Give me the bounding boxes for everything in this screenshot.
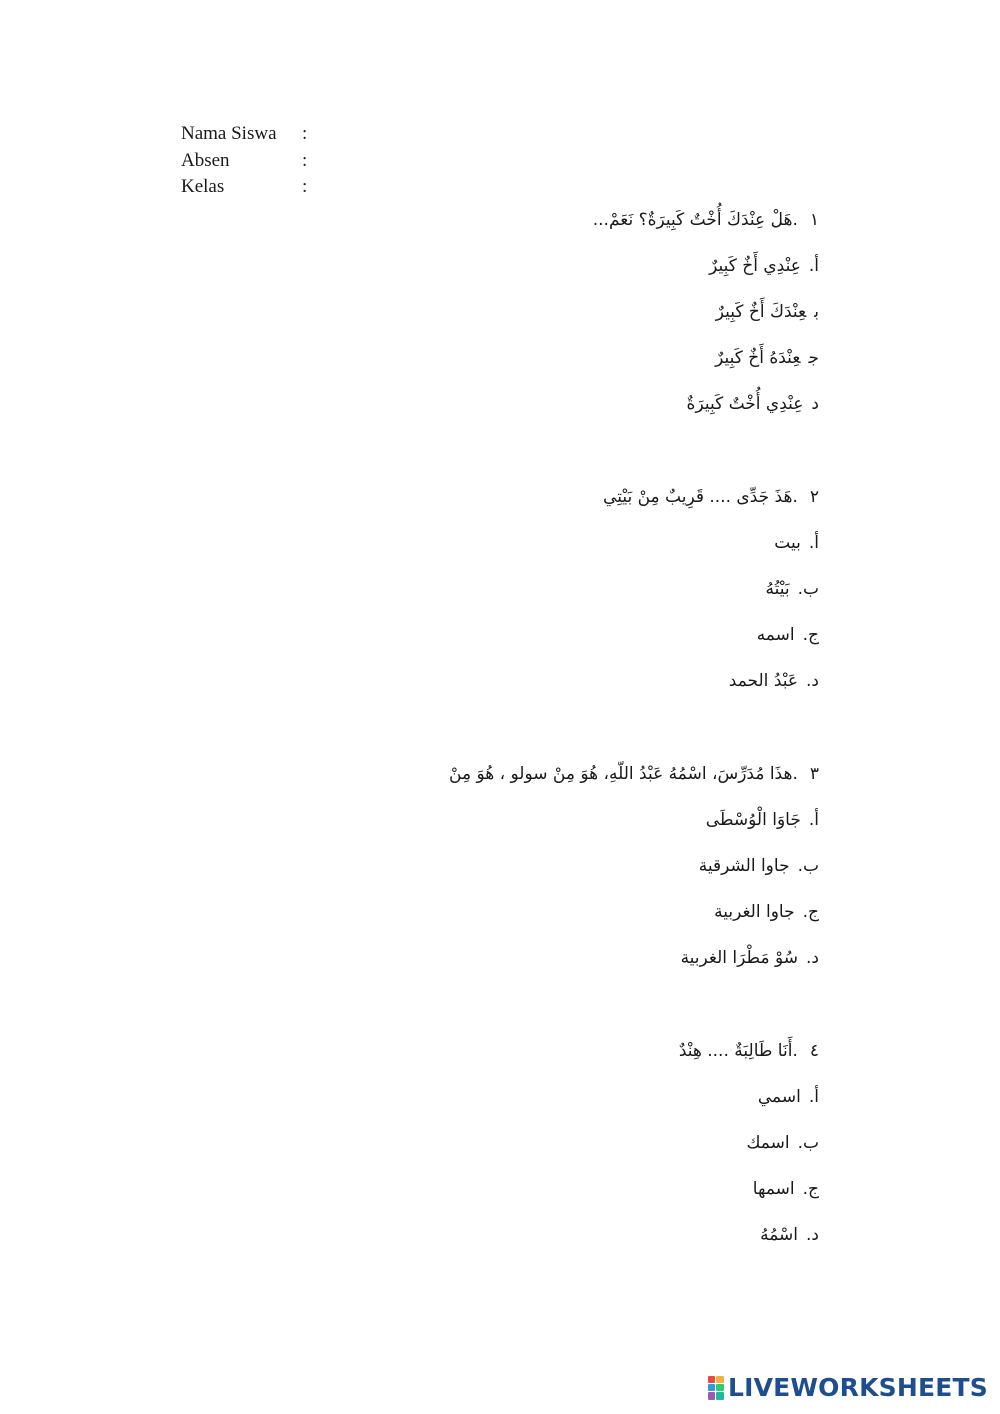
option-b[interactable] xyxy=(679,1120,819,1166)
option-letter: ب. xyxy=(797,1133,819,1153)
question-text: .هَذَ جَدِّى .... قَرِيبٌ مِنْ بَيْتِي xyxy=(603,487,798,507)
option-letter: ب. xyxy=(797,579,819,599)
option-d[interactable] xyxy=(679,1212,819,1258)
logo-tile xyxy=(716,1392,724,1399)
question-stem xyxy=(449,751,819,797)
option-text: عِنْدِي أَخٌ كَبِيرٌ xyxy=(709,256,801,276)
option-letter: ج. xyxy=(802,625,819,645)
colon: : xyxy=(302,176,308,197)
class-row xyxy=(181,174,312,201)
option-c[interactable] xyxy=(449,889,819,935)
colon: : xyxy=(302,149,308,171)
logo-tile xyxy=(708,1384,716,1391)
option-b[interactable] xyxy=(593,289,819,335)
question-number: ٣ xyxy=(809,764,819,784)
option-letter: د xyxy=(811,394,819,414)
option-a[interactable] xyxy=(449,797,819,843)
logo-tile xyxy=(708,1392,716,1399)
question-stem xyxy=(603,474,819,520)
question-text: .أَنَا طَالِبَةٌ .... هِنْدٌ xyxy=(678,1041,798,1061)
student-name-row xyxy=(181,121,312,148)
option-letter: ب. xyxy=(797,856,819,876)
option-letter: د. xyxy=(806,671,819,691)
brand-wordmark: LIVEWORKSHEETS xyxy=(727,1373,988,1402)
option-text: جَاوَا الْوُسْطَى xyxy=(705,810,801,830)
option-a[interactable] xyxy=(593,243,819,289)
option-b[interactable] xyxy=(449,843,819,889)
option-letter: أ. xyxy=(808,810,819,830)
student-info xyxy=(181,121,312,201)
option-text: اسْمُهُ xyxy=(760,1225,799,1245)
option-text: عَبْدُ الحمد xyxy=(728,671,799,691)
option-letter: ب xyxy=(814,302,819,322)
option-text: جاوا الشرقية xyxy=(698,856,790,876)
option-letter: أ. xyxy=(808,256,819,276)
option-letter: ج. xyxy=(802,902,819,922)
question-stem xyxy=(593,197,819,243)
option-text: اسمها xyxy=(752,1179,795,1199)
option-b[interactable] xyxy=(603,566,819,612)
option-text: جاوا الغربية xyxy=(714,902,795,922)
logo-tile xyxy=(708,1376,716,1383)
option-text: عِنْدَكَ أَخٌ كَبِيرٌ xyxy=(715,302,807,322)
option-text: بيت xyxy=(774,533,801,553)
option-text: اسمك xyxy=(746,1133,790,1153)
option-text: عِنْدِي أُخْتٌ كَبِيرَةٌ xyxy=(686,394,804,414)
option-text: اسمه xyxy=(756,625,795,645)
option-text: سُوْ مَطْرَا الغربية xyxy=(680,948,799,968)
question-2 xyxy=(603,474,819,704)
question-number: ١ xyxy=(809,210,819,230)
option-d[interactable] xyxy=(603,658,819,704)
option-c[interactable] xyxy=(593,335,819,381)
liveworksheets-brand xyxy=(708,1373,988,1402)
option-letter: ج xyxy=(808,348,819,368)
question-text: .هَلْ عِنْدَكَ أُخْتٌ كَبِيرَةٌ؟ نَعَمْ... xyxy=(592,210,798,230)
option-c[interactable] xyxy=(679,1166,819,1212)
liveworksheets-logo-icon xyxy=(708,1376,724,1400)
option-letter: أ. xyxy=(808,1087,819,1107)
option-letter: أ. xyxy=(808,533,819,553)
question-number: ٢ xyxy=(809,487,819,507)
option-letter: د. xyxy=(806,948,819,968)
question-4 xyxy=(679,1028,819,1258)
option-c[interactable] xyxy=(603,612,819,658)
option-a[interactable] xyxy=(679,1074,819,1120)
option-text: عِنْدَهُ أَخٌ كَبِيرٌ xyxy=(715,348,801,368)
logo-tile xyxy=(716,1376,724,1383)
colon: : xyxy=(302,123,308,144)
student-name-label: Nama Siswa xyxy=(181,123,277,144)
option-text: بَيْتُهُ xyxy=(765,579,790,599)
question-1 xyxy=(593,197,819,427)
option-d[interactable] xyxy=(593,381,819,427)
option-text: اسمي xyxy=(757,1087,801,1107)
class-label: Kelas xyxy=(181,176,225,197)
question-3 xyxy=(449,751,819,981)
option-letter: ج. xyxy=(802,1179,819,1199)
logo-tile xyxy=(716,1384,724,1391)
option-d[interactable] xyxy=(449,935,819,981)
attendance-row xyxy=(181,148,312,175)
option-a[interactable] xyxy=(603,520,819,566)
attendance-label: Absen xyxy=(181,149,230,171)
question-text: .هذَا مُدَرِّسَ، اسْمُهُ عَبْدُ اللّهِ، هُوَ مِنْ سولو ، هُوَ مِنْ xyxy=(449,764,798,784)
question-stem xyxy=(679,1028,819,1074)
option-letter: د. xyxy=(806,1225,819,1245)
question-number: ٤ xyxy=(809,1041,819,1061)
